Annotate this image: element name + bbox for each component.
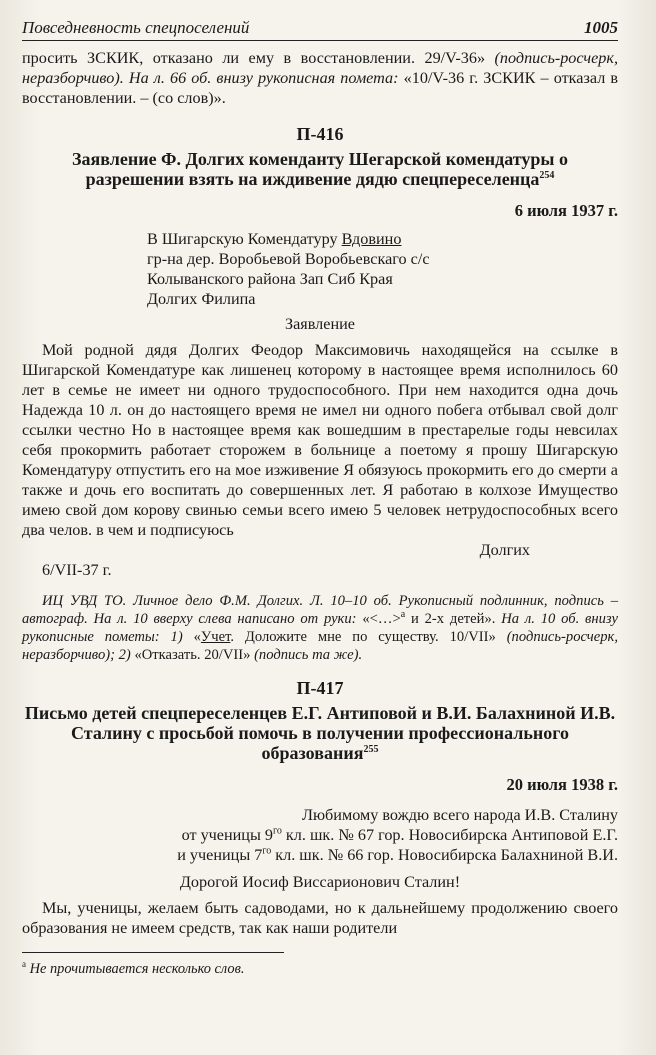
page-number: 1005 xyxy=(584,18,618,37)
doc-416-signature: Долгих xyxy=(479,541,530,559)
page-content xyxy=(22,48,618,978)
doc-416-number: П-416 xyxy=(296,124,344,144)
running-header xyxy=(22,18,618,41)
doc-417-number: П-417 xyxy=(296,678,344,698)
footnote: $^а$ Не прочитывается несколько слов. xyxy=(22,959,245,977)
doc-416-date: 6 июля 1937 г. xyxy=(514,201,618,220)
doc-416-source: ИЦ УВД ТО. Личное дело Ф.М. Долгих. Л. 10–10 об. Рукописный подлинник, подпись – автограф. На л. 10 вверху слева написано от руки: «<…>$^а$ и 2-х детей». На л. 10 об. внизу рукописные пометы: 1) «Учет. Доложите мне по существу. 10/VII» (подпись-росчерк, неразборчиво); 2) «Отказать. 20/VII» (подпись та же). xyxy=(22,593,618,663)
doc-417-greeting: Дорогой Иосиф Виссарионович Сталин! xyxy=(179,873,461,891)
doc-417-note: 255 xyxy=(363,744,379,755)
footnote-divider xyxy=(22,952,284,953)
doc-416-body: Мой родной дядя Долгих Феодор Максимовичь находящейся на ссылке в Шигарской Комендатуре как лишенец которому в настоящее время исполнилось 60 лет в семье не имеет ни одного трудоспособного. При нем находится одна дочь Надежда 10 л. он до настоящего время не имел ни одного побега отбывал свой долг ссылки честно Но в настоящее время как вошедшим в престарелые годы невсилах себя прокормить работает сторожем в больнице а поетому я прошу Шигарскую Комендатуру отпустить его на мое изживение Я обязуюсь прокормить его до смерти а также и дочь его воспитать до совершенных лет. Я работаю в колхозе Имущество имею свой дом корову свинью семьи всего имею 5 человек нетрудоспособных всего два челов. в чем и подписуюсь xyxy=(22,341,618,539)
doc-417-body: Мы, ученицы, желаем быть садоводами, но к дальнейшему продолжению своего образования не имеем средств, так как наши родители xyxy=(22,899,618,937)
doc-416-title: Заявление Ф. Долгих коменданту Шегарской комендатуры о разрешении взять на иждивение дядю спецпереселенца$^{254}$ xyxy=(72,149,568,189)
doc-416-label: Заявление xyxy=(285,315,355,333)
doc-416-sig-date: 6/VII-37 г. xyxy=(42,561,112,579)
running-title: Повседневность спецпоселений xyxy=(22,18,250,37)
intro-paragraph: просить ЗСКИК, отказано ли ему в восстановлении. 29/V-36» (подпись-росчерк, неразборчиво). На л. 66 об. внизу рукописная помета: «10/V-36 г. ЗСКИК – отказал в восстановлении. – (со слов)». xyxy=(22,49,619,107)
doc-416-note: 254 xyxy=(539,170,555,181)
doc-417-date: 20 июля 1938 г. xyxy=(506,775,618,794)
doc-417-title: Письмо детей спецпереселенцев Е.Г. Антиповой и В.И. Балахниной И.В. Сталину с просьбой помочь в получении профессионального образования$^{255}$ xyxy=(24,703,616,763)
doc-416-address: В Шигарскую Комендатуру Вдовино гр-на дер. Воробьевой Воробьевскаго с/с Колыванского района Зап Сиб Края Долгих Филипа xyxy=(147,230,430,308)
doc-417-address: Любимому вождю всего народа И.В. Сталину от ученицы $9^{го}$ кл. шк. № 67 гор. Новосибирска Антиповой Е.Г. и ученицы $7^{го}$ кл. шк. № 66 гор. Новосибирска Балахниной В.И. xyxy=(177,806,618,864)
